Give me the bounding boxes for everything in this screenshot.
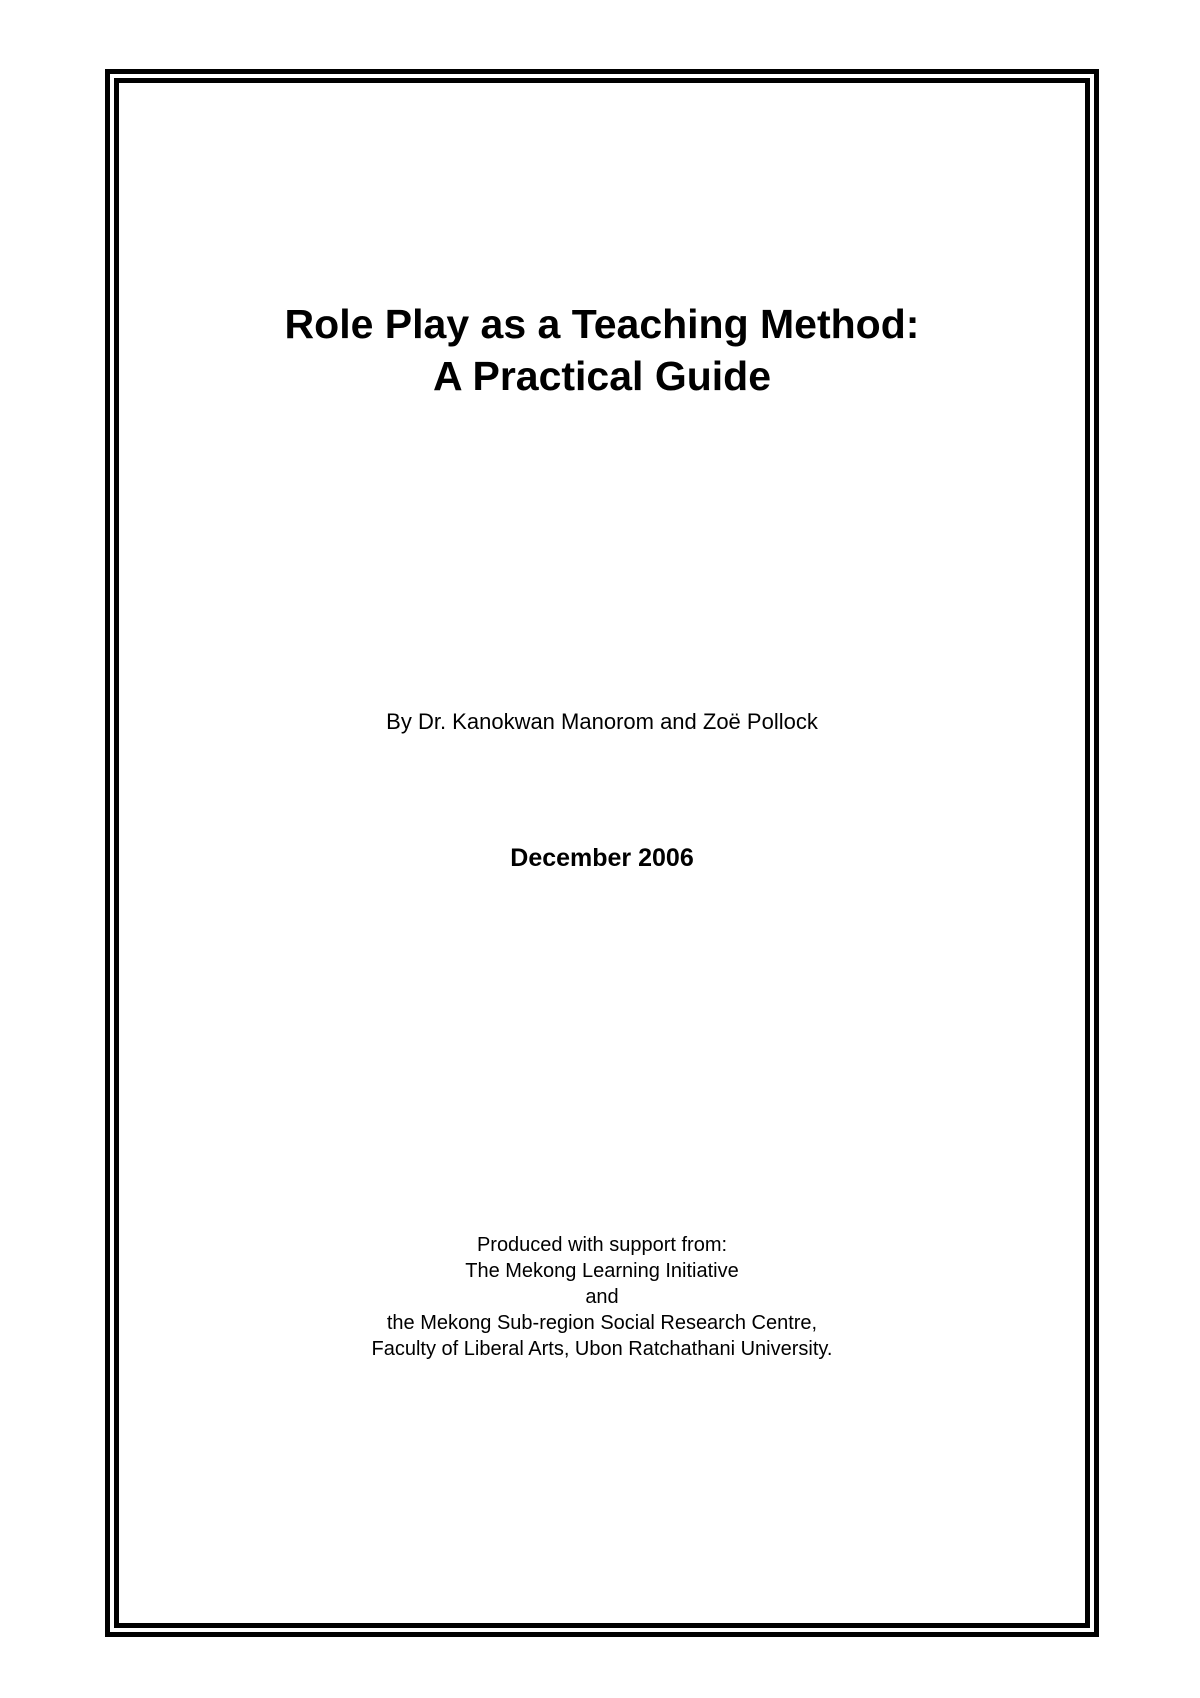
publication-date: December 2006	[510, 844, 694, 872]
authors-line: By Dr. Kanokwan Manorom and Zoë Pollock	[386, 709, 818, 734]
support-credits	[114, 1232, 1090, 1362]
support-line-3: the Mekong Sub-region Social Research Centre,	[386, 1312, 818, 1334]
title-line-2: A Practical Guide	[433, 353, 771, 399]
title-line-1: Role Play as a Teaching Method:	[284, 301, 920, 347]
support-line-1: The Mekong Learning Initiative	[465, 1260, 739, 1282]
support-heading: Produced with support from:	[476, 1234, 728, 1256]
support-line-4: Faculty of Liberal Arts, Ubon Ratchathani University.	[371, 1338, 833, 1360]
support-line-2: and	[585, 1286, 619, 1308]
document-title	[114, 298, 1090, 402]
